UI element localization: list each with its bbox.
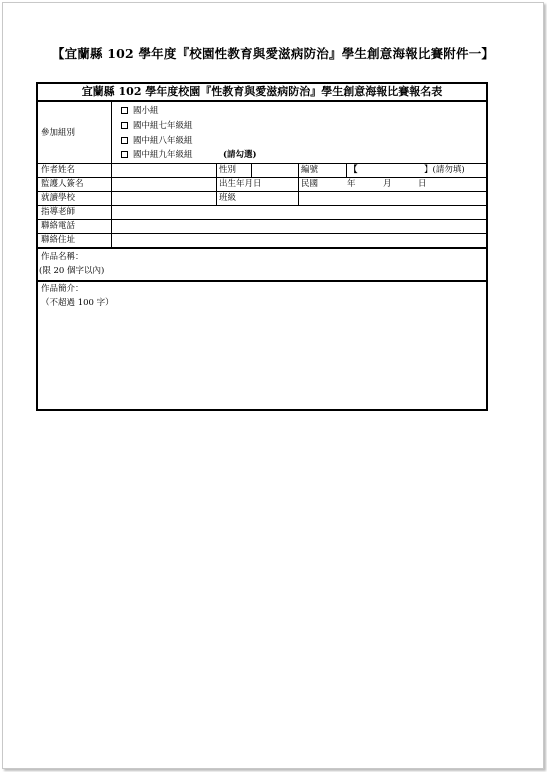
birth-date-label: 出生年月日: [219, 179, 262, 189]
work-intro-label: 作品簡介：: [41, 284, 84, 294]
class-label: 班級: [219, 193, 237, 203]
option-elementary: 國小組: [133, 106, 159, 116]
work-name-label: 作品名稱：: [41, 252, 84, 262]
document-title: 【宜蘭縣 102 學年度『校園性教育與愛滋病防治』學生創意海報比賽附件一】: [51, 46, 495, 61]
work-name-note: (限 20 個字以內): [39, 266, 105, 276]
registration-form: [36, 82, 488, 411]
phone-label: 聯絡電話: [41, 221, 76, 231]
group-note: (請勾選): [223, 150, 257, 160]
number-bracket-close: 】(請勿填): [424, 165, 465, 175]
teacher-label: 指導老師: [41, 207, 76, 217]
number-bracket-open: 【: [349, 165, 358, 175]
option-grade8: 國中組八年級組: [133, 136, 193, 146]
option-grade9: 國中組九年級組: [133, 150, 193, 160]
checkbox-elementary[interactable]: [121, 107, 128, 114]
checkbox-grade8[interactable]: [121, 137, 128, 144]
roc-label: 民國: [301, 179, 319, 189]
address-label: 聯絡住址: [41, 235, 76, 245]
day-label: 日: [418, 179, 427, 189]
year-label: 年: [347, 179, 356, 189]
group-label: 參加組別: [41, 128, 76, 138]
guardian-sign-label: 監護人簽名: [41, 179, 84, 189]
option-grade7: 國中組七年級組: [133, 121, 193, 131]
number-label: 編號: [301, 165, 319, 175]
gender-label: 性別: [219, 165, 237, 175]
checkbox-grade9[interactable]: [121, 151, 128, 158]
school-label: 就讀學校: [41, 193, 76, 203]
author-name-label: 作者姓名: [41, 165, 76, 175]
form-title: 宜蘭縣 102 學年度校園『性教育與愛滋病防治』學生創意海報比賽報名表: [38, 84, 486, 102]
checkbox-grade7[interactable]: [121, 122, 128, 129]
work-intro-note: （不超過 100 字）: [41, 298, 114, 308]
month-label: 月: [383, 179, 392, 189]
